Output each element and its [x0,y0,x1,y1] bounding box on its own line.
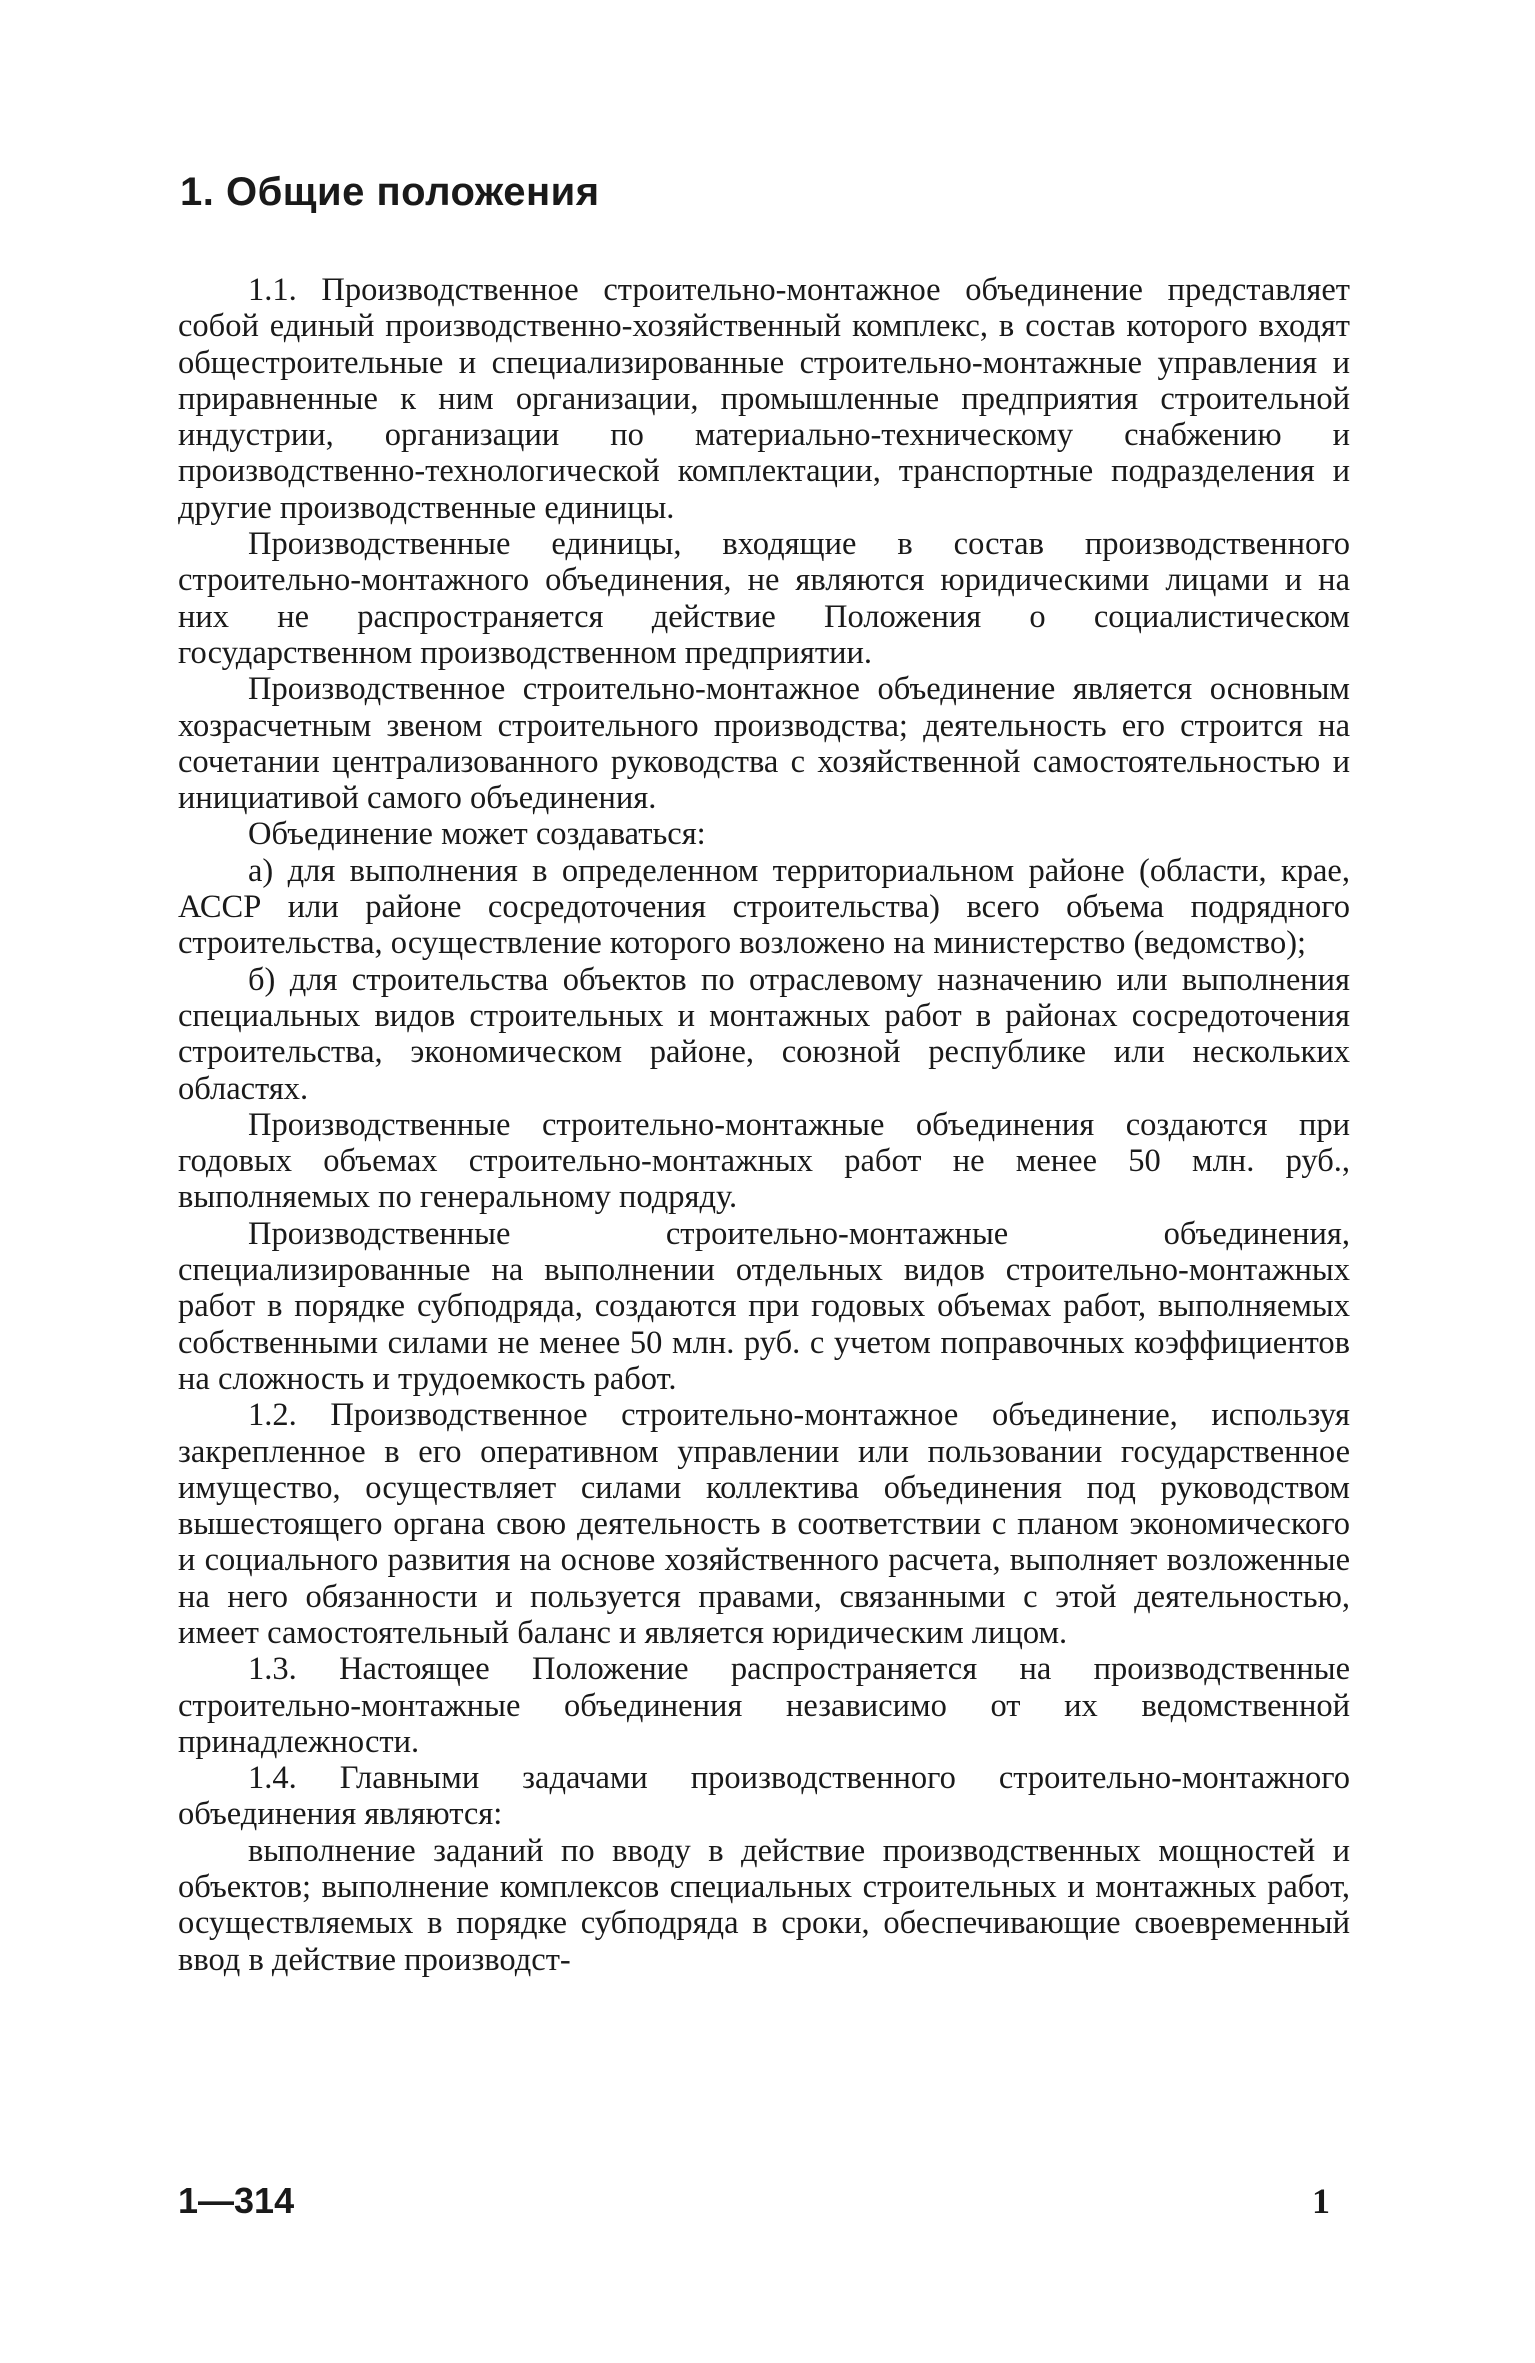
paragraph-creation-intro: Объединение может создаваться: [248,816,706,853]
section-heading: 1. Общие положения [180,170,600,214]
paragraph-basic-unit: Производственное строительно-монтажное объединение является основным хозрасчетным звеном строительного производства; деятельность его строится на сочетании централизованного руководства с хозяйственной самостоятельностью и инициативой самого объединения. [178,671,1350,817]
page-number: 1 [1312,2181,1330,2221]
paragraph-general-contract: Производственные строительно-монтажные объединения создаются при годовых объемах строительно-монтажных работ не менее 50 млн. руб., выполняемых по генеральному подряду. [178,1106,1350,1216]
paragraph-legal-status: Производственные единицы, входящие в состав производственного строительно-монтажного объединения, не являются юридическими лицами и на них не распространяется действие Положения о социалистическом государственном производственном предприятии. [178,526,1350,671]
body-text [178,272,1350,1978]
paragraph-1-3: 1.3. Настоящее Положение распространяется на производственные строительно-монтажные объединения независимо от их ведомственной принадлежности. [178,1651,1350,1760]
paragraph-item-b: б) для строительства объектов по отраслевому назначению или выполнения специальных видов строительных и монтажных работ в районах сосредоточения строительства, экономическом районе, союзной республике или нескольких областях. [178,961,1350,1107]
paragraph-1-4: 1.4. Главными задачами производственного строительно-монтажного объединения являются: [178,1760,1350,1833]
paragraph-item-a: а) для выполнения в определенном территориальном районе (области, крае, АССР или районе сосредоточения строительства) всего объема подрядного строительства, осуществление которого возложено на министерство (ведомство); [178,852,1350,962]
paragraph-1-1: 1.1. Производственное строительно-монтажное объединение представляет собой единый производственно-хозяйственный комплекс, в состав которого входят общестроительные и специализированные строительно-монтажные управления и приравненные к ним организации, промышленные предприятия строительной индустрии, организации по материально-техническому снабжению и производственно-технологической комплектации, транспортные подразделения и другие производственные единицы. [178,272,1350,526]
paragraph-1-2: 1.2. Производственное строительно-монтажное объединение, используя закрепленное в его оперативном управлении или пользовании государственное имущество, осуществляет силами коллектива объединения под руководством вышестоящего органа свою деятельность в соответствии с планом экономического и социального развития на основе хозяйственного расчета, выполняет возложенные на него обязанности и пользуется правами, связанными с этой деятельностью, имеет самостоятельный баланс и является юридическим лицом. [178,1397,1350,1651]
paragraph-subcontract: Производственные строительно-монтажные объединения, специализированные на выполнении отдельных видов строительно-монтажных работ в порядке субподряда, создаются при годовых объемах работ, выполняемых собственными силами не менее 50 млн. руб. с учетом поправочных коэффициентов на сложность и трудоемкость работ. [178,1215,1350,1397]
printer-signature: 1—314 [178,2180,295,2221]
paragraph-tasks: выполнение заданий по вводу в действие производственных мощностей и объектов; выполнение комплексов специальных строительных и монтажных работ, осуществляемых в порядке субподряда в сроки, обеспечивающие своевременный ввод в действие производст- [178,1832,1350,1978]
